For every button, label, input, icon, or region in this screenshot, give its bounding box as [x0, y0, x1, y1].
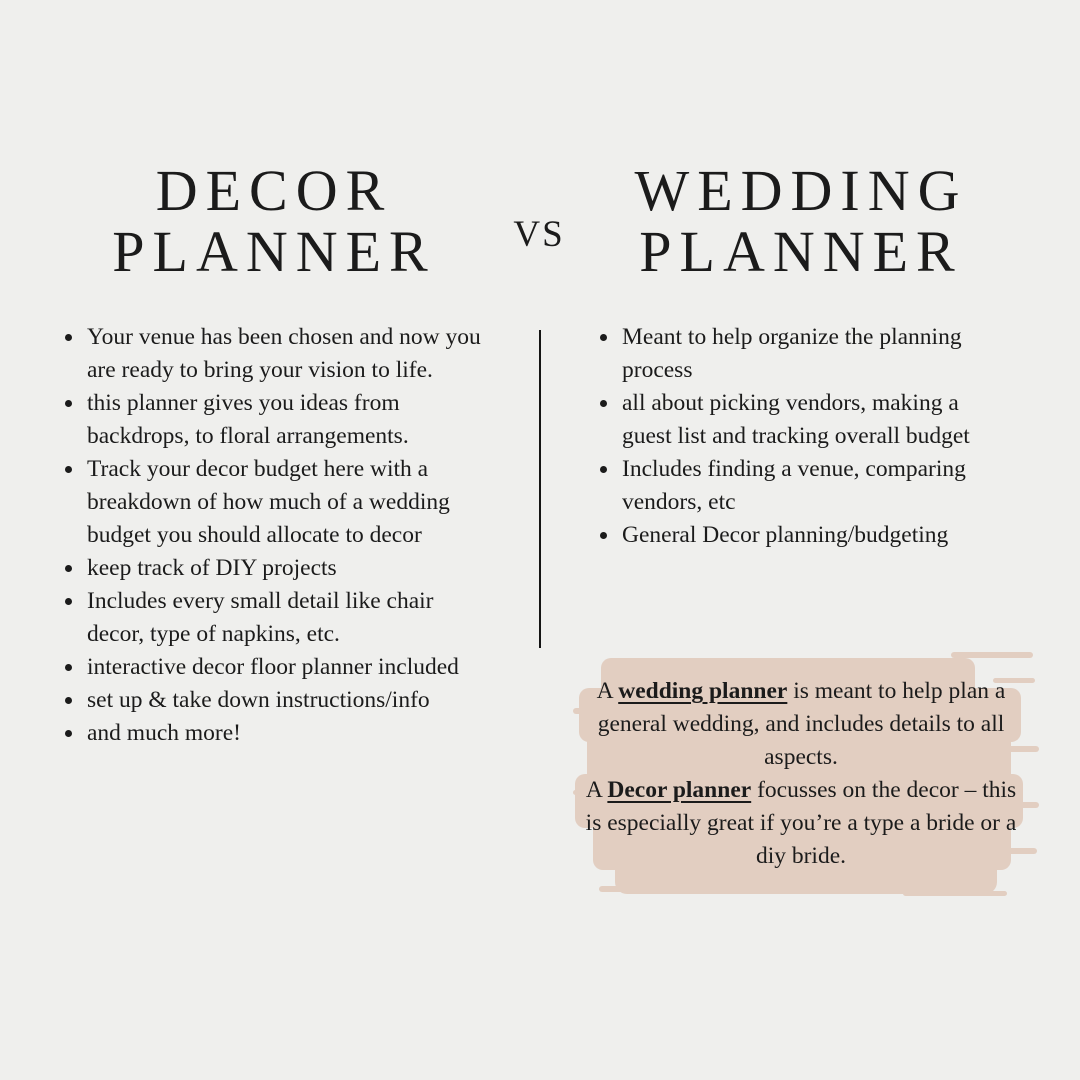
list-item — [57, 651, 493, 684]
wedding-planner-title-line1: WEDDING — [634, 158, 968, 223]
wedding-planner-title — [594, 160, 1008, 282]
note-text-segment: A — [596, 678, 619, 704]
list-item-text: Includes every small detail like chair decor, type of napkins, etc. — [87, 588, 434, 647]
list-item — [592, 387, 1014, 453]
bullet-icon — [600, 532, 607, 539]
vs-label: VS — [513, 214, 565, 255]
decor-planner-title-line2: PLANNER — [112, 219, 436, 284]
list-item-text: General Decor planning/budgeting — [622, 522, 949, 548]
list-item-text: keep track of DIY projects — [87, 555, 337, 581]
summary-note — [573, 650, 1041, 902]
bullet-icon — [65, 466, 72, 473]
list-item-text: Track your decor budget here with a breakdown of how much of a wedding budget you should allocate to decor — [87, 456, 450, 548]
summary-note-text — [581, 675, 1021, 873]
bullet-icon — [65, 664, 72, 671]
note-sentence-decor — [581, 774, 1021, 873]
decor-planner-title-line1: DECOR — [155, 158, 393, 223]
note-text-segment: focusses on the decor – this is especially great if you’re a type a bride or a diy bride. — [585, 777, 1017, 869]
bullet-icon — [65, 400, 72, 407]
wedding-planner-highlight: wedding planner — [618, 678, 788, 704]
list-item — [57, 387, 493, 453]
decor-planner-title — [72, 160, 476, 282]
bullet-icon — [65, 697, 72, 704]
wedding-planner-list — [592, 321, 1014, 552]
list-item — [592, 519, 1014, 552]
list-item — [57, 321, 493, 387]
list-item — [592, 453, 1014, 519]
list-item-text: Includes finding a venue, comparing vendors, etc — [622, 456, 966, 515]
decor-planner-list — [57, 321, 493, 750]
list-item-text: this planner gives you ideas from backdrops, to floral arrangements. — [87, 390, 409, 449]
list-item — [57, 684, 493, 717]
list-item-text: and much more! — [87, 720, 242, 746]
list-item — [592, 321, 1014, 387]
bullet-icon — [65, 598, 72, 605]
wedding-planner-title-line2: PLANNER — [639, 219, 963, 284]
decor-planner-highlight: Decor planner — [607, 777, 752, 803]
list-item-text: set up & take down instructions/info — [87, 687, 430, 713]
bullet-icon — [65, 730, 72, 737]
bullet-icon — [600, 466, 607, 473]
note-text-segment: is meant to help plan a general wedding, and includes details to all aspects. — [597, 678, 1006, 770]
divider-line — [539, 330, 541, 648]
bullet-icon — [600, 400, 607, 407]
bullet-icon — [600, 334, 607, 341]
list-item — [57, 453, 493, 552]
bullet-icon — [65, 565, 72, 572]
list-item-text: interactive decor floor planner included — [87, 654, 459, 680]
list-item-text: Your venue has been chosen and now you are ready to bring your vision to life. — [87, 324, 481, 383]
list-item — [57, 585, 493, 651]
note-text-segment: A — [585, 777, 608, 803]
note-sentence-wedding — [581, 675, 1021, 774]
list-item — [57, 552, 493, 585]
list-item-text: all about picking vendors, making a guest list and tracking overall budget — [622, 390, 970, 449]
bullet-icon — [65, 334, 72, 341]
list-item-text: Meant to help organize the planning process — [622, 324, 962, 383]
list-item — [57, 717, 493, 750]
